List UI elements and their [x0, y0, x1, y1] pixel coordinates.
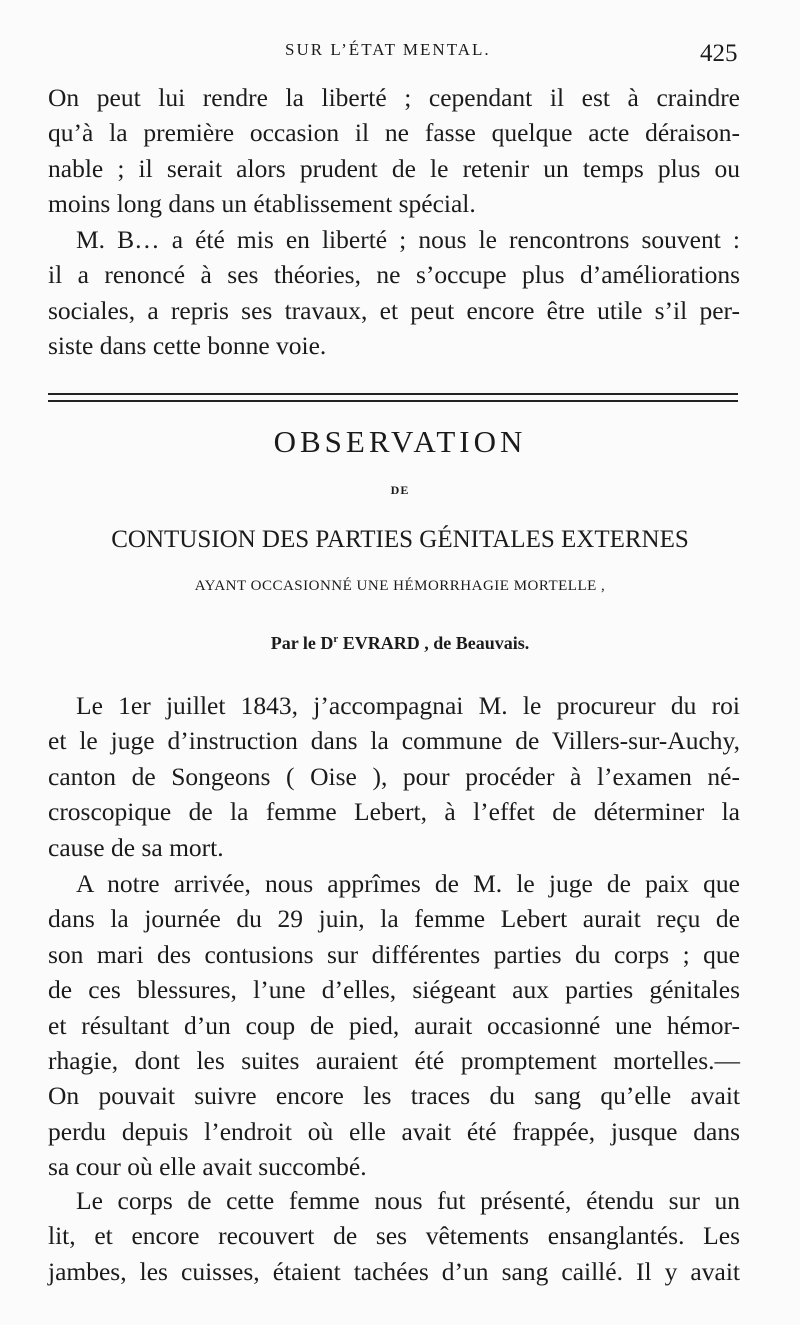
text-line: Le corps de cette femme nous fut présenté, étendu sur un [76, 1186, 740, 1215]
paragraph-1 [48, 80, 740, 222]
text-line: et le juge d’instruction dans la commune de Villers-sur-Auchy, [48, 726, 740, 756]
text-line: sociales, a repris ses travaux, et peut encore être utile s’il per- [48, 295, 740, 325]
text-line: On peut lui rendre la liberté ; cependant il est à craindre [48, 83, 740, 112]
observation-title: OBSERVATION [273, 424, 527, 459]
text-line: siste dans cette bonne voie. [48, 331, 327, 361]
section-rule [48, 393, 738, 395]
article-subtitle-secondary: AYANT OCCASIONNÉ UNE HÉMORRHAGIE MORTELLE , [194, 578, 606, 594]
text-line: croscopique de la femme Lebert, à l’effet de déterminer la [48, 797, 740, 827]
text-line: son mari des contusions sur différentes parties du corps ; que [48, 939, 740, 969]
paragraph-4 [48, 866, 740, 1185]
byline-prefix: Par le D [270, 633, 334, 653]
section-rule [48, 400, 738, 402]
text-line: lit, et encore recouvert de ses vêtements ensanglantés. Les [48, 1221, 740, 1251]
text-line: et résultant d’un coup de pied, aurait occasionné une hémor- [48, 1010, 740, 1040]
running-head: SUR L’ÉTAT MENTAL. [285, 40, 491, 59]
text-line: il a renoncé à ses théories, ne s’occupe plus d’améliorations [48, 260, 740, 290]
text-line: qu’à la première occasion il ne fasse quelque acte déraison- [48, 118, 740, 148]
page-number: 425 [700, 40, 738, 67]
article-subtitle: CONTUSION DES PARTIES GÉNITALES EXTERNES [111, 526, 689, 553]
paragraph-2 [48, 222, 740, 364]
text-line: de ces blessures, l’une d’elles, siégeant aux parties génitales [48, 975, 740, 1005]
author-byline [0, 633, 800, 654]
text-line: nable ; il serait alors prudent de le retenir un temps plus ou [48, 153, 740, 183]
text-line: dans la journée du 29 juin, la femme Lebert aurait reçu de [48, 904, 740, 934]
text-line: sa cour où elle avait succombé. [48, 1152, 367, 1182]
byline-author: EVRARD , de Beauvais. [338, 633, 530, 653]
text-line: jambes, les cuisses, étaient tachées d’un sang caillé. Il y avait [48, 1256, 740, 1286]
text-line: On pouvait suivre encore les traces du sang qu’elle avait [48, 1081, 740, 1111]
paragraph-3 [48, 688, 740, 865]
text-line: rhagie, dont les suites auraient été promptement mortelles.— [48, 1046, 740, 1076]
text-line: perdu depuis l’endroit où elle avait été frappée, jusque dans [48, 1116, 740, 1146]
byline-superscript: r [333, 633, 339, 645]
text-line: cause de sa mort. [48, 832, 224, 862]
paragraph-5 [48, 1183, 740, 1289]
text-line: M. B… a été mis en liberté ; nous le rencontrons souvent : [76, 225, 740, 254]
text-line: Le 1er juillet 1843, j’accompagnai M. le procureur du roi [76, 691, 740, 720]
title-connector: DE [390, 483, 410, 497]
text-line: A notre arrivée, nous apprîmes de M. le juge de paix que [76, 869, 740, 898]
text-line: canton de Songeons ( Oise ), pour procéder à l’examen né- [48, 761, 740, 791]
text-line: moins long dans un établissement spécial. [48, 189, 476, 219]
